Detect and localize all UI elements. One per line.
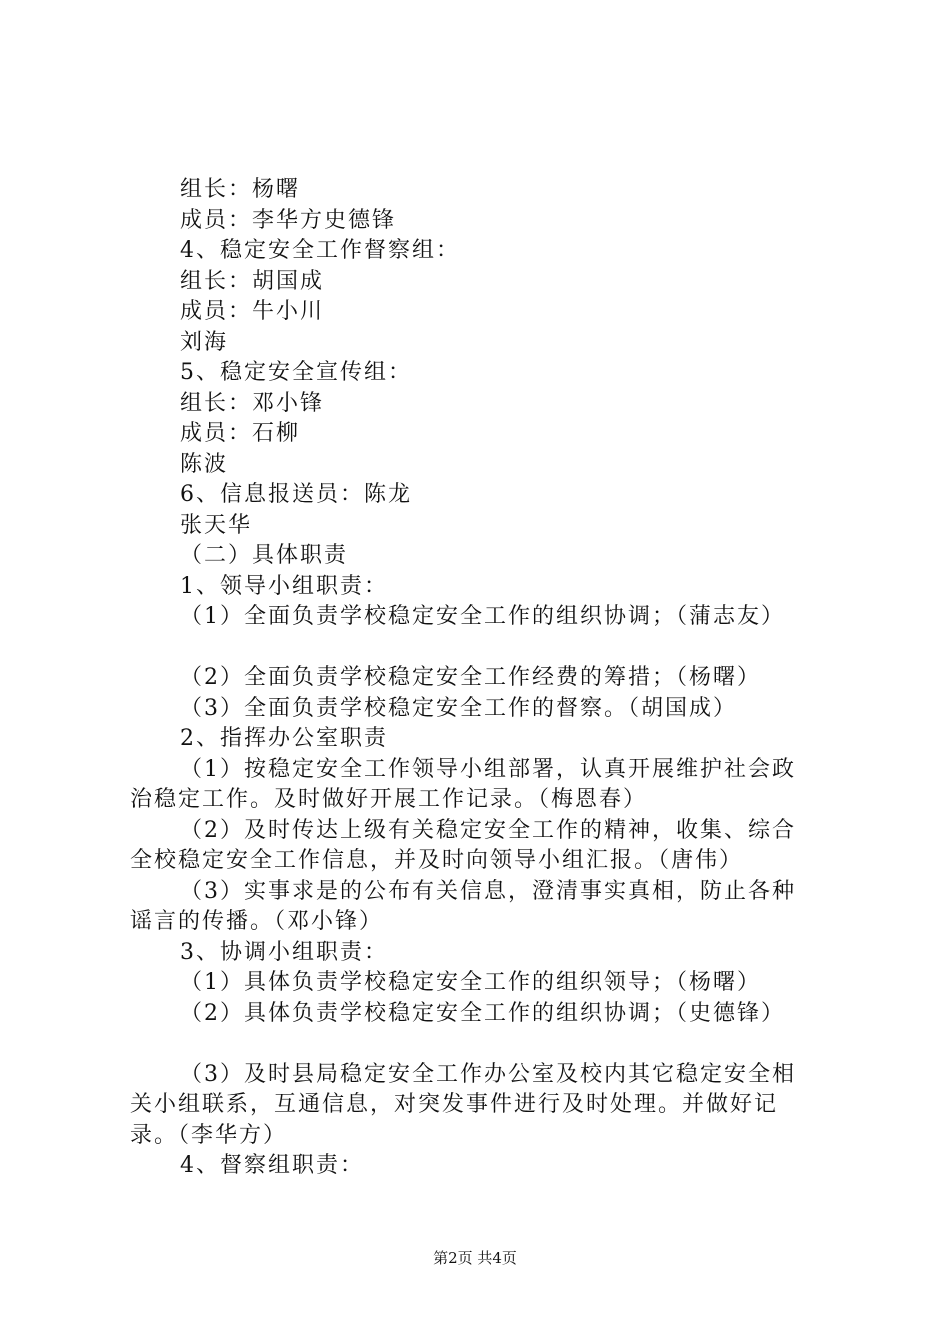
subsection-heading: 2、指挥办公室职责 xyxy=(180,726,388,751)
paragraph-line: 录。（李华方） xyxy=(130,1123,288,1148)
page-footer: 第2页 共4页 xyxy=(433,1249,517,1267)
text-line: （3）全面负责学校稳定安全工作的督察。（胡国成） xyxy=(180,696,737,721)
paragraph-line: （2）及时传达上级有关稳定安全工作的精神，收集、综合 xyxy=(180,818,796,843)
section-heading: （二）具体职责 xyxy=(180,543,349,568)
paragraph-line: （1）按稳定安全工作领导小组部署，认真开展维护社会政 xyxy=(180,757,796,782)
text-line: 成员：石柳 xyxy=(180,421,301,446)
text-line: （2）全面负责学校稳定安全工作经费的筹措；（杨曙） xyxy=(180,665,761,690)
text-line: （1）具体负责学校稳定安全工作的组织领导；（杨曙） xyxy=(180,970,761,995)
paragraph-line: （3）及时县局稳定安全工作办公室及校内其它稳定安全相 xyxy=(180,1062,796,1087)
subsection-heading: 3、协调小组职责： xyxy=(180,940,388,965)
paragraph-line: 谣言的传播。（邓小锋） xyxy=(130,909,384,934)
paragraph-line: （3）实事求是的公布有关信息，澄清事实真相，防止各种 xyxy=(180,879,796,904)
paragraph-line: 治稳定工作。及时做好开展工作记录。（梅恩春） xyxy=(130,787,648,812)
paragraph-line: 全校稳定安全工作信息，并及时向领导小组汇报。（唐伟） xyxy=(130,848,744,873)
text-line: 成员：李华方史德锋 xyxy=(180,208,397,233)
subsection-heading: 1、领导小组职责： xyxy=(180,574,388,599)
text-line: 组长：胡国成 xyxy=(180,269,325,294)
text-line: （1）全面负责学校稳定安全工作的组织协调；（蒲志友） xyxy=(180,604,785,629)
text-line: 4、稳定安全工作督察组： xyxy=(180,238,460,263)
text-line: 陈波 xyxy=(180,452,229,477)
text-line: （2）具体负责学校稳定安全工作的组织协调；（史德锋） xyxy=(180,1001,785,1026)
text-line: 组长：邓小锋 xyxy=(180,391,325,416)
text-line: 成员：牛小川 xyxy=(180,299,325,324)
text-line: 6、信息报送员：陈龙 xyxy=(180,482,412,507)
text-line: 张天华 xyxy=(180,513,253,538)
text-line: 刘海 xyxy=(180,330,229,355)
subsection-heading: 4、督察组职责： xyxy=(180,1153,364,1178)
text-line: 5、稳定安全宣传组： xyxy=(180,360,412,385)
paragraph-line: 关小组联系，互通信息，对突发事件进行及时处理。并做好记 xyxy=(130,1092,779,1117)
text-line: 组长：杨曙 xyxy=(180,177,301,202)
